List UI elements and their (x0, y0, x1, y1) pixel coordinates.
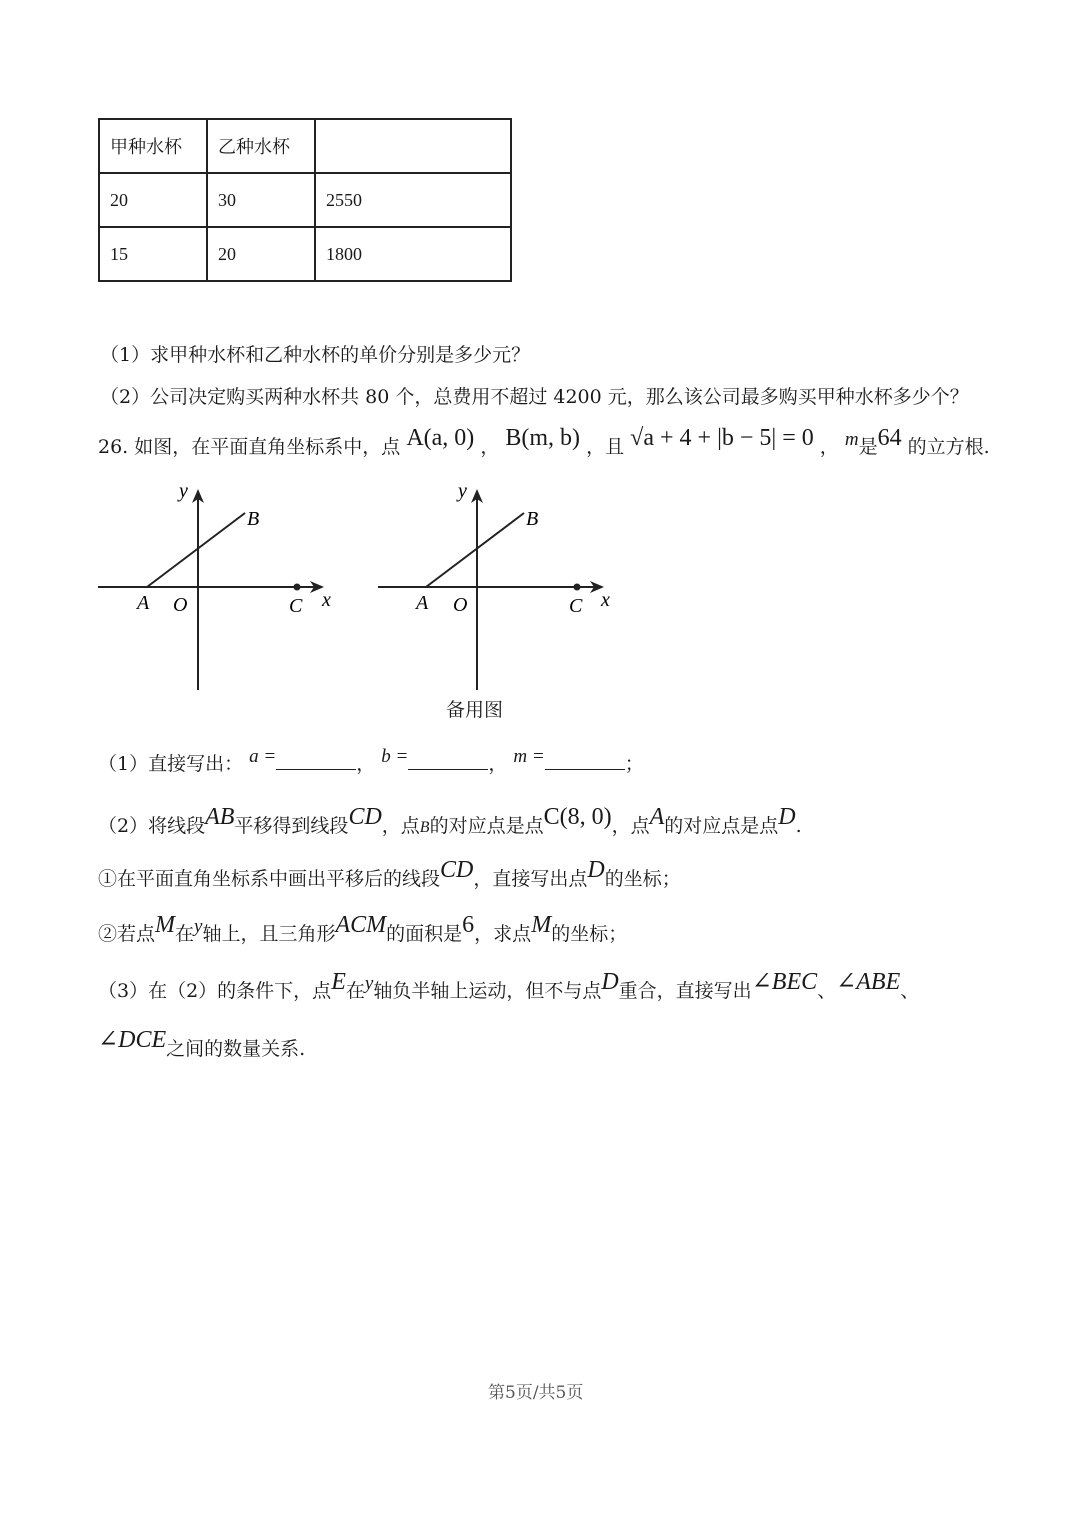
label-a: A (137, 592, 150, 614)
table-cell: 20 (207, 227, 315, 281)
price-table (98, 118, 512, 282)
text: ，点 (611, 815, 650, 837)
text: . (795, 815, 802, 837)
label-x: x (322, 589, 331, 611)
table-row (99, 173, 511, 227)
text: 、 (900, 980, 920, 1002)
angle-dce: ∠DCE (98, 1027, 167, 1053)
answer-blank-a[interactable] (276, 751, 356, 770)
text: 在 (175, 923, 195, 945)
m-equals: m = (513, 746, 545, 767)
b-equals: b = (381, 746, 409, 767)
segment-ab (147, 513, 245, 587)
sep: ； (624, 753, 644, 775)
q26-prefix: 26. 如图，在平面直角坐标系中，点 (98, 436, 401, 458)
sep: ， (480, 436, 500, 458)
point-e-label: E (331, 969, 346, 995)
sep: ，且 (586, 436, 625, 458)
point-m-label: M (155, 912, 176, 938)
point-a: A(a, 0) (406, 425, 475, 451)
label-o: O (173, 594, 188, 616)
figure-caption: 备用图 (446, 699, 504, 721)
point-a-label: A (649, 804, 665, 830)
text: 的对应点是点 (664, 815, 779, 837)
text: 、 (817, 980, 837, 1002)
text: 的面积是 (386, 923, 463, 945)
point-c (294, 584, 301, 591)
segment-cd-label: CD (348, 804, 382, 830)
text: ，直接写出点 (473, 868, 588, 890)
segment-cd-label: CD (440, 857, 474, 883)
coordinate-figures (0, 470, 1080, 730)
sep: ， (356, 753, 376, 775)
label-c: C (569, 595, 583, 617)
triangle-acm-label: ACM (335, 912, 387, 938)
answer-blank-m[interactable] (545, 751, 625, 770)
condition-equation: √a + 4 + |b − 5| = 0 (630, 425, 814, 451)
segment-ab (426, 513, 524, 587)
point-b: B(m, b) (505, 425, 581, 451)
text: 轴负半轴上运动，但不与点 (373, 980, 602, 1002)
text: 在 (345, 980, 365, 1002)
label-a: A (416, 592, 429, 614)
table-cell: 30 (207, 173, 315, 227)
label-c: C (289, 595, 303, 617)
sep: ， (819, 436, 839, 458)
figure-1 (98, 480, 331, 690)
angle-abe: ∠ABE (836, 969, 901, 995)
point-m-label: M (531, 912, 552, 938)
table-cell: 1800 (315, 227, 511, 281)
text: ，点 (381, 815, 420, 837)
table-row (99, 119, 511, 173)
part3-line (98, 969, 958, 1004)
table-header-cell: 甲种水杯 (99, 119, 207, 173)
point-d-label: D (778, 804, 796, 830)
table-header-cell (315, 119, 511, 173)
table-cell: 20 (99, 173, 207, 227)
table-cell: 15 (99, 227, 207, 281)
table-cell: 2550 (315, 173, 511, 227)
text: （3）在（2）的条件下，点 (98, 980, 332, 1002)
point-d-label: D (601, 969, 619, 995)
figure-2 (378, 480, 610, 690)
label-y: y (458, 480, 467, 502)
label-b: B (247, 508, 260, 530)
var-m: m (844, 429, 859, 450)
q25-part2: （2）公司决定购买两种水杯共 80 个，总费用不超过 4200 元，那么该公司最多购买甲种水杯多少个？ (100, 386, 969, 408)
area-value: 6 (462, 912, 475, 938)
label-x: x (601, 589, 610, 611)
a-equals: a = (249, 746, 277, 767)
answer-blank-b[interactable] (408, 751, 488, 770)
part2a-line (98, 857, 681, 891)
angle-bec: ∠BEC (751, 969, 818, 995)
label-b: B (526, 508, 539, 530)
point-d-label: D (587, 857, 605, 883)
part1-line (98, 746, 644, 777)
word-is: 是 (858, 436, 878, 458)
text: （2）将线段 (98, 815, 206, 837)
part1-label: （1）直接写出： (98, 753, 244, 775)
table-row (99, 227, 511, 281)
text: 的对应点是点 (429, 815, 544, 837)
text: ，求点 (474, 923, 532, 945)
segment-ab-label: AB (205, 804, 235, 830)
part2-line (98, 804, 802, 840)
number-64: 64 (877, 425, 902, 451)
q26-suffix: 的立方根. (907, 436, 990, 458)
text: 的坐标； (551, 923, 628, 945)
q25-part1: （1）求甲种水杯和乙种水杯的单价分别是多少元？ (100, 344, 531, 366)
y-axis-label: y (364, 973, 374, 994)
point-b-label: B (419, 819, 430, 836)
part3-line-2 (98, 1027, 306, 1061)
point-c (574, 584, 581, 591)
point-c-coord: C(8, 0) (543, 804, 612, 830)
q26-stem (98, 425, 990, 460)
text: 的坐标； (604, 868, 681, 890)
table-header-cell: 乙种水杯 (207, 119, 315, 173)
text: 平移得到线段 (234, 815, 349, 837)
text: ①在平面直角坐标系中画出平移后的线段 (98, 868, 441, 890)
page-footer: 第5页/共5页 (488, 1383, 584, 1403)
text: ②若点 (98, 923, 156, 945)
text: 轴上，且三角形 (202, 923, 336, 945)
text: 重合，直接写出 (618, 980, 752, 1002)
label-o: O (453, 594, 468, 616)
text: 之间的数量关系. (166, 1038, 306, 1060)
sep: ， (488, 753, 508, 775)
y-axis-label: y (194, 916, 203, 937)
part2b-line (98, 912, 628, 947)
label-y: y (179, 480, 188, 502)
